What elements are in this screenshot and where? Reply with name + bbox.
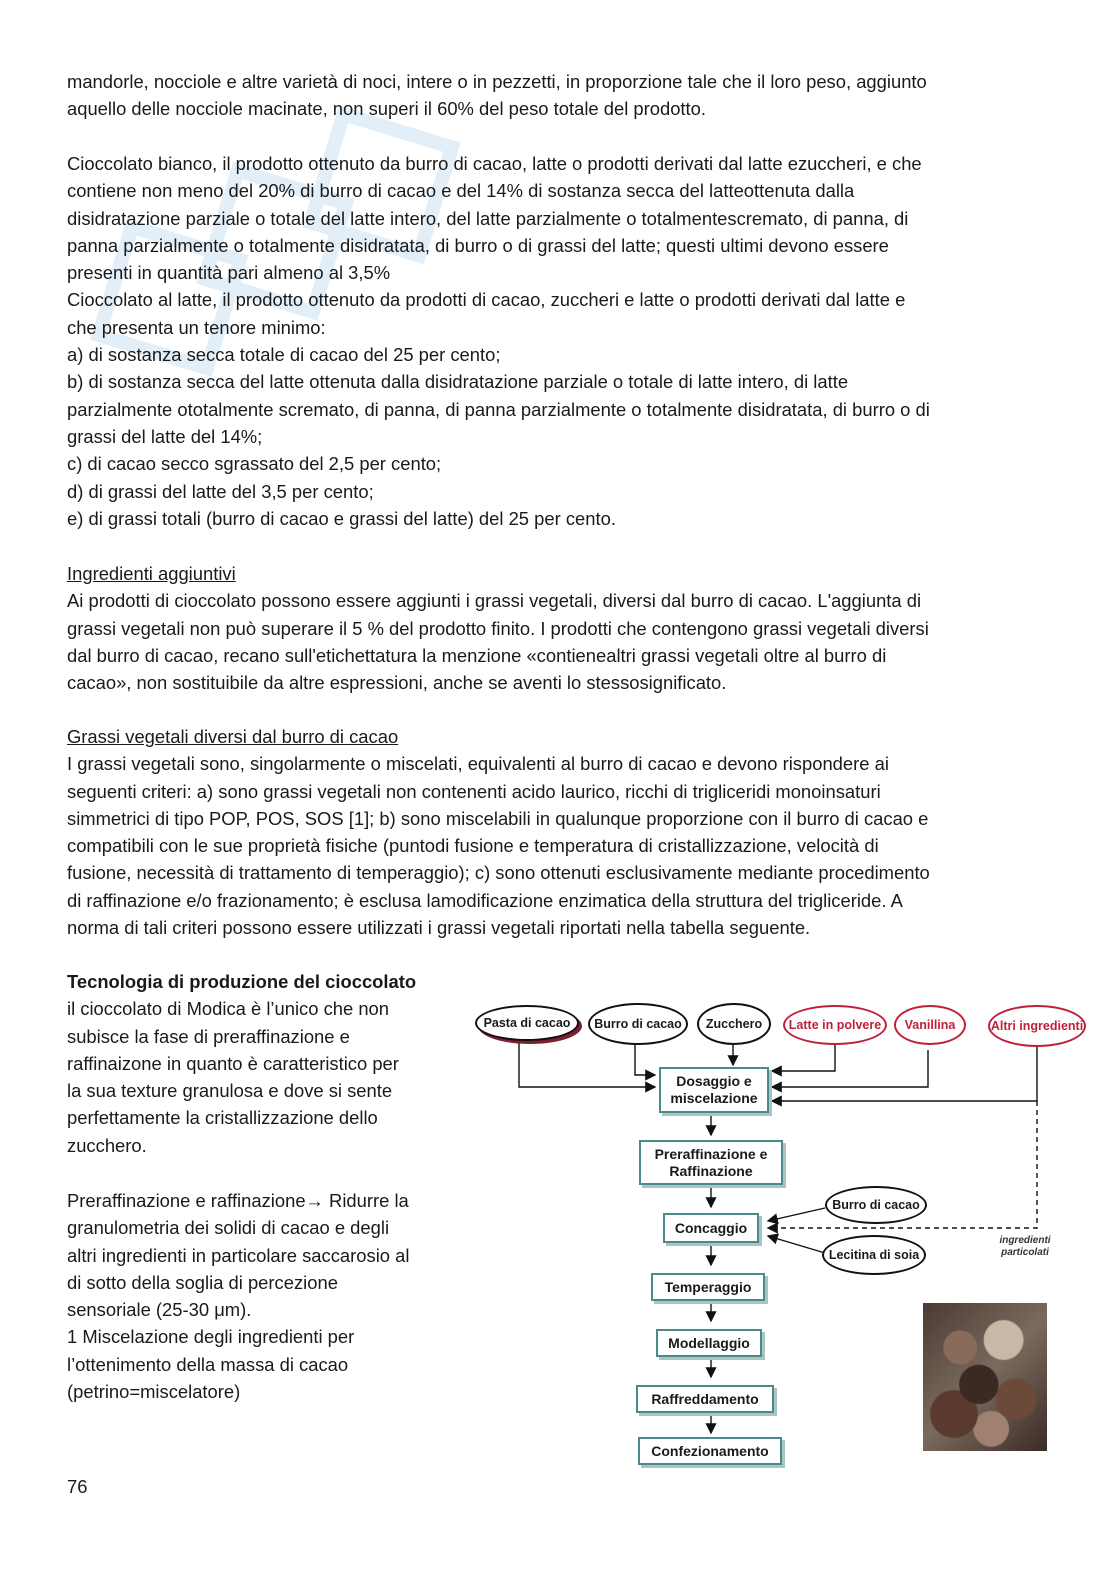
step-temperaggio: Temperaggio <box>651 1273 765 1301</box>
input-zucchero: Zucchero <box>697 1003 771 1045</box>
step-confezionamento: Confezionamento <box>638 1437 782 1465</box>
input-latte-in-polvere: Latte in polvere <box>783 1005 887 1045</box>
input-side-burro-di-cacao: Burro di cacao <box>825 1186 927 1224</box>
input-vanillina: Vanillina <box>894 1005 966 1045</box>
heading-grassi-vegetali: Grassi vegetali diversi dal burro di cacao <box>67 726 399 747</box>
step-dosaggio-miscelazione: Dosaggio e miscelazione <box>659 1067 769 1113</box>
section-preraffinazione: Preraffinazione e raffinazione→ Ridurre la granulometria dei solidi di cacao e degli altri ingredienti in particolare saccarosio al di sotto della soglia di percezione sensoriale (25-30 μm). 1 Miscelazione degli ingredienti per l’ottenimento della massa di cacao (petrino=miscelatore) <box>67 1190 410 1403</box>
page-number: 76 <box>67 1476 88 1497</box>
note-ingredienti-particolati: ingredienti particolati <box>999 1235 1051 1258</box>
input-burro-di-cacao: Burro di cacao <box>588 1003 688 1045</box>
section-tecnologia: Tecnologia di produzione del cioccolato il cioccolato di Modica è l’unico che non subisce la fase di preraffinazione e raffinaizone in quanto è caratteristico per la sua texture granulosa e dove si sente perfettamente la cristallizzazione dello zucchero. <box>67 968 452 1159</box>
heading-ingredienti-aggiuntivi: Ingredienti aggiuntivi <box>67 563 236 584</box>
step-preraffinazione-raffinazione: Preraffinazione e Raffinazione <box>639 1140 783 1185</box>
input-altri-ingredienti: Altri ingredienti <box>988 1005 1086 1047</box>
chocolate-photo <box>923 1303 1047 1451</box>
section-ingredienti-aggiuntivi: Ingredienti aggiuntivi Ai prodotti di cioccolato possono essere aggiunti i grassi vegetali, diversi dal burro di cacao. L'aggiunta di grassi vegetali non può superare il 5 % del prodotto finito. I prodotti che contengono grassi vegetali diversi dal burro di cacao, recano sull'etichettatura la menzione «contienealtri grassi vegetali oltre al burro di cacao», non sostituibile da altre espressioni, anche se aventi lo stessosignificato. <box>67 560 1040 696</box>
paragraph-cioccolato-bianco-latte: Cioccolato bianco, il prodotto ottenuto da burro di cacao, latte o prodotti derivati dal latte ezuccheri, e che contiene non meno del 20% di burro di cacao e del 14% di sostanza secca del latteottenuta dalla disidratazione parziale o totale del latte intero, del latte parzialmente o totalmentescremato, di panna, di panna parzialmente o totalmente disidratata, di burro o di grassi del latte; questi ultimi devono essere presenti in quantità pari almeno al 3,5% Cioccolato al latte, il prodotto ottenuto da prodotti di cacao, zuccheri e latte o prodotti derivati dal latte e che presenta un tenore minimo: a) di sostanza secca totale di cacao del 25 per cento; b) di sostanza secca del latte ottenuta dalla disidratazione parziale o totale di latte intero, di latte parzialmente ototalmente scremato, di panna, di panna parzialmente o totalmente disidratata, di burro o di grassi del latte del 14%; c) di cacao secco sgrassato del 2,5 per cento; d) di grassi del latte del 3,5 per cento; e) di grassi totali (burro di cacao e grassi del latte) del 25 per cento. <box>67 153 930 529</box>
step-modellaggio: Modellaggio <box>656 1329 762 1357</box>
step-raffreddamento: Raffreddamento <box>636 1385 774 1413</box>
input-pasta-di-cacao: Pasta di cacao <box>475 1005 579 1041</box>
section-grassi-vegetali: Grassi vegetali diversi dal burro di cacao I grassi vegetali sono, singolarmente o miscelati, equivalenti al burro di cacao e devono rispondere ai seguenti criteri: a) sono grassi vegetali non contenenti acido laurico, ricchi di trigliceridi monoinsaturi simmetrici di tipo POP, POS, SOS [1]; b) sono miscelabili in qualunque proporzione con il burro di cacao e compatibili con le sue proprietà fisiche (puntodi fusione e temperatura di cristallizzazione, velocità di fusione, necessità di trattamento di temperaggio); c) sono ottenuti esclusivamente mediante procedimento di raffinazione e/o frazionamento; è esclusa lamodificazione enzimatica della struttura del trigliceride. A norma di tali criteri possono essere utilizzati i grassi vegetali riportati nella tabella seguente. <box>67 723 1040 941</box>
paragraph-intro: mandorle, nocciole e altre varietà di noci, intere o in pezzetti, in proporzione tale che il loro peso, aggiunto aquello delle nocciole macinate, non superi il 60% del peso totale del prodotto. <box>67 71 927 120</box>
step-concaggio: Concaggio <box>663 1213 759 1243</box>
input-lecitina-di-soia: Lecitina di soia <box>822 1235 926 1275</box>
heading-tecnologia: Tecnologia di produzione del cioccolato <box>67 971 417 992</box>
